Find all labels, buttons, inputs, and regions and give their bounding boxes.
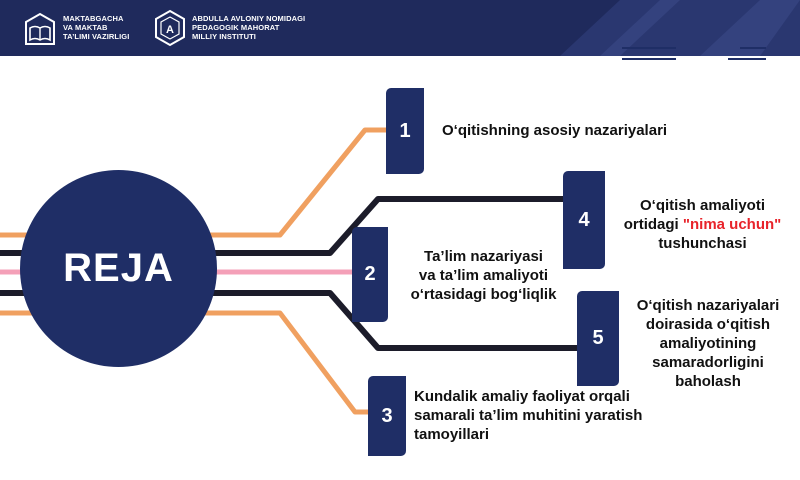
item-2-line: Ta’lim nazariyasi — [424, 248, 543, 265]
item-4-highlight: "nima uchun" — [682, 216, 782, 233]
item-4-line: tushunchasi — [658, 235, 747, 252]
item-3-line: tamoyillari — [414, 426, 490, 443]
number-box-4: 4 — [563, 171, 605, 269]
number-box-3: 3 — [368, 376, 406, 456]
logo2-line: ABDULLA AVLONIY NOMIDAGI — [192, 14, 306, 23]
item-5-label — [618, 296, 798, 391]
logo2-line: PEDAGOGIK MAHORAT — [192, 23, 280, 32]
item-1-line: O‘qitishning asosiy nazariyalari — [442, 122, 668, 139]
reja-title: REJA — [63, 246, 174, 290]
logo1-line: TA’LIMI VAZIRLIGI — [63, 32, 130, 41]
svg-text:A: A — [166, 24, 174, 36]
number-box-2: 2 — [352, 227, 388, 322]
number-box-1: 1 — [386, 88, 424, 174]
item-5-line: O‘qitish nazariyalari — [636, 297, 780, 314]
item-3-line: samarali ta’lim muhitini yaratish — [414, 407, 643, 424]
item-2-line: o‘rtasidagi bog‘liqlik — [410, 286, 557, 303]
item-2-line: va ta’lim amaliyoti — [418, 267, 549, 284]
item-5-line: samaradorligini — [652, 354, 764, 371]
logo1-line: MAKTABGACHA — [63, 14, 124, 23]
item-4-line — [610, 215, 795, 234]
item-5-line: doirasida o‘qitish — [645, 316, 771, 333]
item-4-text: ortidagi — [623, 216, 683, 233]
item-3-label — [414, 387, 642, 444]
item-3-line: Kundalik amaliy faoliyat orqali — [414, 388, 630, 405]
item-4-label — [610, 196, 795, 253]
logo1-line: VA MAKTAB — [63, 23, 108, 32]
item-5-line: baholash — [675, 373, 741, 390]
item-5-line: amaliyotining — [659, 335, 757, 352]
logo2-line: MILLIY INSTITUTI — [192, 32, 256, 41]
item-2-label — [396, 247, 571, 304]
number-box-5: 5 — [577, 291, 619, 386]
item-4-line: O‘qitish amaliyoti — [639, 197, 766, 214]
reja-circle — [20, 170, 217, 367]
item-1-label — [442, 121, 667, 140]
